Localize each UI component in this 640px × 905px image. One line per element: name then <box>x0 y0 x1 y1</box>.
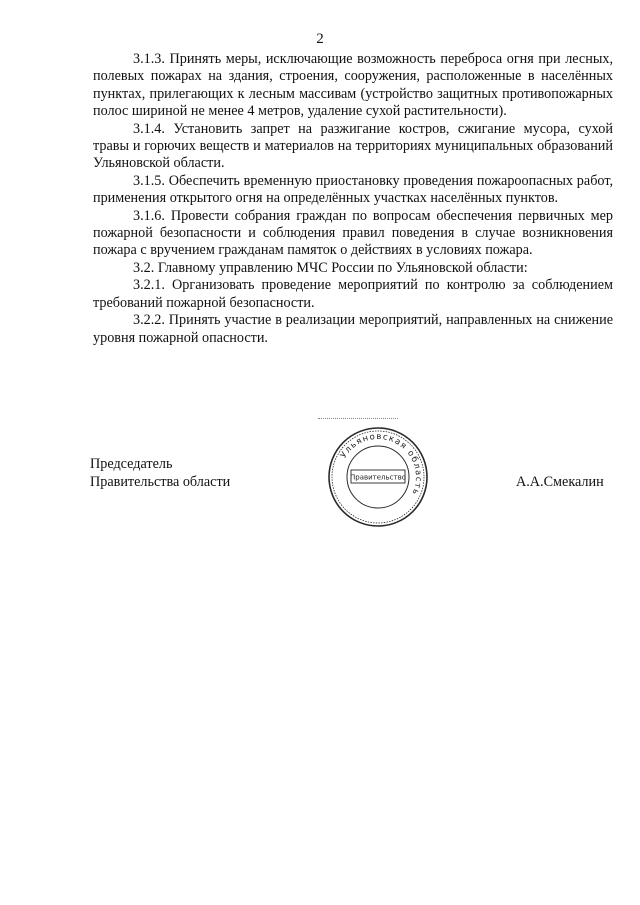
stamp-smudge-line <box>318 418 398 420</box>
signatory-title <box>90 455 230 491</box>
paragraph-3-2-1: 3.2.1. Организовать проведение мероприятий по контролю за соблюдением требований пожарной безопасности. <box>93 277 613 311</box>
seal-center-text: Правительство <box>350 473 406 482</box>
signatory-title-line-1: Председатель <box>90 456 173 472</box>
official-seal-stamp <box>327 426 429 528</box>
signatory-name: А.А.Смекалин <box>516 474 604 490</box>
paragraph-3-1-5: 3.1.5. Обеспечить временную приостановку проведения пожароопасных работ, применения открытого огня на определённых участках населённых пунктов. <box>93 172 613 207</box>
document-body <box>93 51 613 347</box>
paragraph-3-1-4: 3.1.4. Установить запрет на разжигание костров, сжигание мусора, сухой травы и горючих веществ и материалов на территориях муниципальных образований Ульяновской области. <box>93 120 613 172</box>
paragraph-3-1-6: 3.1.6. Провести собрания граждан по вопросам обеспечения первичных мер пожарной безопасности и соблюдения правил поведения в случае возникновения пожара с вручением гражданам памяток о действиях в условиях пожара. <box>93 207 613 259</box>
seal-ring-text: Ульяновская область <box>338 431 424 497</box>
paragraph-3-2: 3.2. Главному управлению МЧС России по Ульяновской области: <box>133 259 528 276</box>
paragraph-3-2-2: 3.2.2. Принять участие в реализации мероприятий, направленных на снижение уровня пожарной опасности. <box>93 312 613 346</box>
paragraph-3-1-3: 3.1.3. Принять меры, исключающие возможность переброса огня при лесных, полевых пожарах на здания, строения, сооружения, расположенные в населённых пунктах, прилегающих к лесным массивам (устройство защитных противопожарных полос шириной не менее 4 метров, удаление сухой растительности). <box>93 51 613 120</box>
signatory-title-line-2: Правительства области <box>90 474 231 490</box>
page-number: 2 <box>316 31 324 47</box>
